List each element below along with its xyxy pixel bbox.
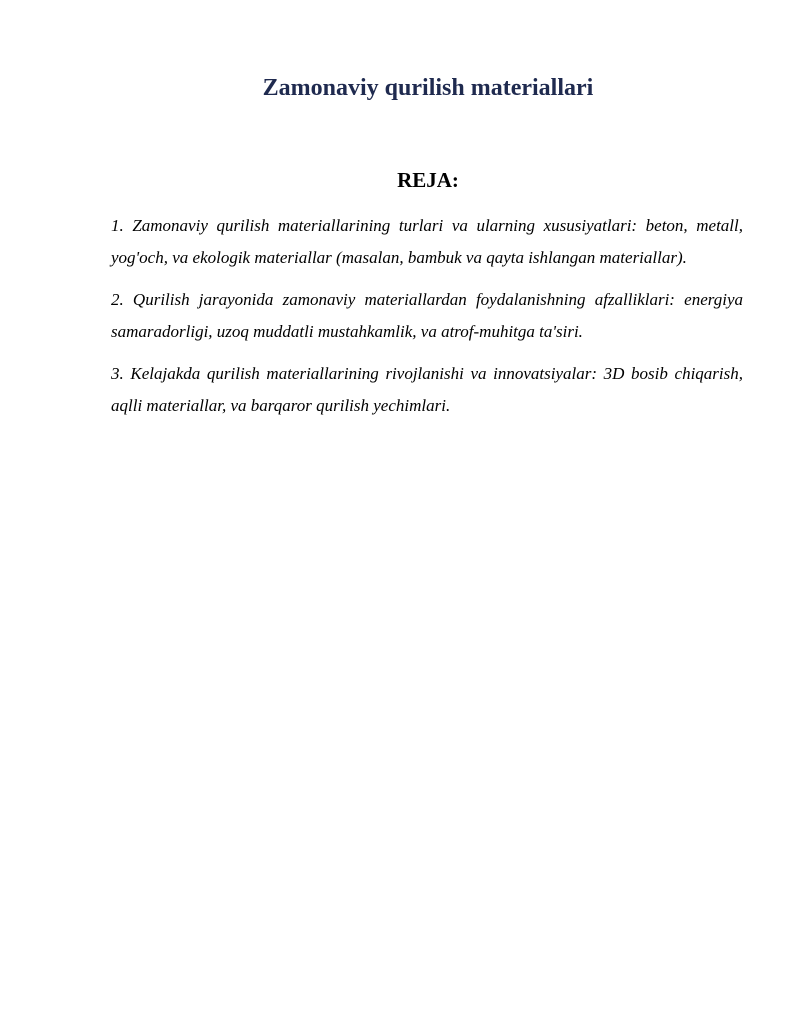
page-title: Zamonaviy qurilish materiallari [262,75,594,101]
plan-item-1: 1. Zamonaviy qurilish materiallarining turlari va ularning xususiyatlari: beton, metall, yog'och, va ekologik materiallar (masalan, bambuk va qayta ishlangan materiallar). [111,216,743,267]
plan-item-3: 3. Kelajakda qurilish materiallarining rivojlanishi va innovatsiyalar: 3D bosib chiqarish, aqlli materiallar, va barqaror qurilish yechimlari. [111,364,743,415]
plan-item-2: 2. Qurilish jarayonida zamonaviy materiallardan foydalanishning afzalliklari: energiya samaradorligi, uzoq muddatli mustahkamlik, va atrof-muhitga ta'siri. [111,290,743,341]
plan-list [111,210,743,432]
plan-heading: REJA: [397,168,459,192]
